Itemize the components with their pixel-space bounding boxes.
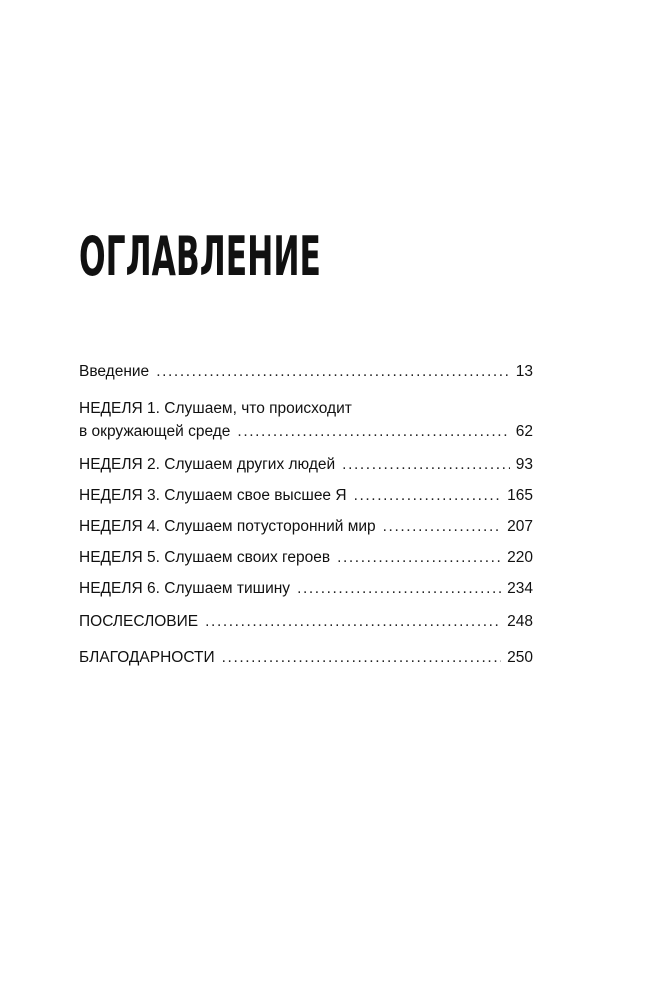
toc-entry-label: Введение bbox=[79, 363, 150, 380]
toc-entry-week-5[interactable] bbox=[79, 546, 533, 569]
toc-page-number: 234 bbox=[507, 580, 533, 597]
toc-page-number: 248 bbox=[507, 613, 533, 630]
toc-entry-label: ПОСЛЕСЛОВИЕ bbox=[79, 613, 199, 630]
toc-page-number: 220 bbox=[507, 549, 533, 566]
page-title: ОГЛАВЛЕНИЕ bbox=[79, 225, 321, 288]
toc-entry-label: НЕДЕЛЯ 6. Слушаем тишину bbox=[79, 580, 291, 597]
toc-entry-label: НЕДЕЛЯ 2. Слушаем других людей bbox=[79, 456, 336, 473]
toc-entry-week-6[interactable] bbox=[79, 577, 533, 600]
toc-entry-label: НЕДЕЛЯ 1. Слушаем, что происходит bbox=[79, 400, 352, 417]
toc-page-number: 62 bbox=[515, 423, 533, 440]
toc-page-number: 165 bbox=[507, 487, 533, 504]
toc-entry-label: НЕДЕЛЯ 4. Слушаем потусторонний мир bbox=[79, 518, 376, 535]
toc-entry-label: БЛАГОДАРНОСТИ bbox=[79, 649, 215, 666]
toc-page-number: 207 bbox=[507, 518, 533, 535]
toc-entry-week-4[interactable] bbox=[79, 515, 533, 538]
dot-leader bbox=[297, 577, 501, 600]
dot-leader bbox=[237, 420, 509, 443]
toc-page-number: 13 bbox=[515, 363, 533, 380]
dot-leader bbox=[222, 646, 501, 669]
toc-page-number: 93 bbox=[515, 456, 533, 473]
dot-leader bbox=[156, 360, 510, 383]
toc-entry-afterword[interactable] bbox=[79, 610, 533, 633]
toc-entry-week-3[interactable] bbox=[79, 484, 533, 507]
toc-entry-introduction[interactable] bbox=[79, 360, 533, 383]
dot-leader bbox=[342, 453, 510, 476]
toc-page-number: 250 bbox=[507, 649, 533, 666]
toc-entry-acknowledgements[interactable] bbox=[79, 646, 533, 669]
dot-leader bbox=[383, 515, 501, 538]
toc-entry-week-2[interactable] bbox=[79, 453, 533, 476]
dot-leader bbox=[354, 484, 502, 507]
toc-entry-label: НЕДЕЛЯ 3. Слушаем свое высшее Я bbox=[79, 487, 347, 504]
toc-entry-week-1[interactable] bbox=[79, 397, 533, 443]
dot-leader bbox=[205, 610, 501, 633]
toc-entry-label: НЕДЕЛЯ 5. Слушаем своих героев bbox=[79, 549, 331, 566]
toc-entry-label-continued: в окружающей среде bbox=[79, 423, 231, 440]
dot-leader bbox=[337, 546, 501, 569]
